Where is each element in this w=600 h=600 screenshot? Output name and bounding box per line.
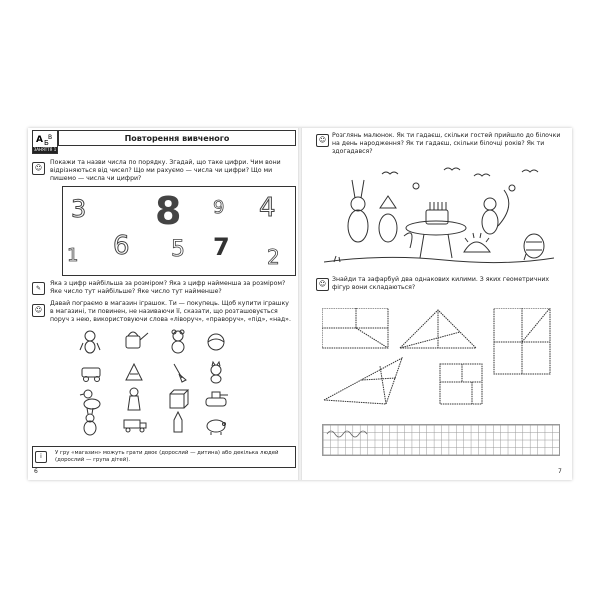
face-icon: ☺	[32, 162, 45, 175]
left-page	[28, 128, 298, 480]
face-icon: ☺	[316, 278, 329, 291]
ball-toy	[208, 334, 224, 350]
bird	[522, 170, 538, 172]
page-title: Повторення вивченого	[58, 130, 296, 146]
fox	[379, 196, 412, 248]
rocket-toy	[174, 412, 182, 432]
abc-icon	[33, 131, 57, 147]
block-toy	[170, 390, 188, 408]
bunny-toy	[84, 408, 96, 435]
carpet-4	[324, 358, 402, 404]
info-icon: i	[35, 451, 47, 463]
watering-can-toy	[126, 332, 148, 348]
task-1-text: Розглянь малюнок. Як ти гадаєш, скільки гостей прийшло до білочки на день народження? Як ти гадаєш, скільки білочці років? Як ти здогадався?	[332, 132, 561, 155]
squirrel	[482, 190, 509, 234]
task-1-text: Покажи та назви числа по порядку. Згадай, що таке цифри. Чим вони відрізняються від чисел? Що ми рахуємо — числа чи цифри? Що ми пишемо — числа чи цифри?	[50, 159, 281, 182]
handwriting-grid[interactable]	[322, 424, 560, 456]
svg-text:A: A	[36, 135, 43, 145]
hedgehog	[464, 233, 490, 252]
svg-text:B: B	[48, 134, 53, 141]
digit: 7	[213, 233, 230, 261]
duck-toy	[80, 390, 100, 409]
digit: 8	[155, 189, 182, 233]
bird	[444, 168, 460, 170]
book-spread	[28, 128, 572, 480]
shovel-toy	[174, 364, 186, 382]
tank-toy	[206, 392, 228, 406]
bunny	[348, 180, 368, 242]
lesson-badge	[32, 130, 58, 154]
carpet-3	[494, 308, 550, 374]
table	[406, 221, 466, 258]
face-icon: ☺	[316, 134, 329, 147]
parent-note	[32, 446, 296, 468]
bear-toy	[172, 330, 184, 353]
digit: 4	[259, 193, 276, 223]
task-2-text: Яка з цифр найбільша за розміром? Яка з цифр найменша за розміром? Яке число тут найбільше? Яке число тут найменше?	[50, 280, 286, 295]
face-icon: ☺	[32, 304, 45, 317]
digit: 5	[171, 237, 185, 262]
digit: 6	[113, 231, 130, 261]
digit: 1	[67, 245, 79, 266]
carpets-illustration	[322, 308, 562, 408]
right-page	[302, 128, 572, 480]
lesson-label: ЗАНЯТТЯ 1	[33, 147, 57, 152]
carpet-5	[440, 364, 482, 404]
cat-toy	[211, 362, 221, 383]
page-number-left: 6	[34, 468, 38, 475]
carpet-1	[322, 308, 388, 348]
digits-box	[62, 186, 296, 276]
pig-toy	[207, 420, 226, 435]
digit: 3	[71, 195, 87, 223]
monkey-toy	[80, 331, 100, 353]
birthday-party-illustration	[324, 166, 554, 266]
wave-pattern	[325, 426, 385, 438]
digit: 2	[267, 245, 280, 269]
light-bulb-icon: ✎	[32, 282, 45, 295]
basket	[524, 234, 544, 258]
digit: 9	[213, 197, 225, 218]
pyramid-toy	[126, 364, 142, 380]
task-2-text: Знайди та зафарбуй два однакових килими. З яких геометричних фігур вони складаються?	[332, 276, 550, 291]
car-toy	[82, 368, 100, 382]
bird	[382, 172, 398, 174]
svg-text:Б: Б	[44, 139, 49, 147]
page-number-right: 7	[558, 468, 562, 475]
bird	[474, 174, 490, 176]
toy-shop-illustration	[78, 328, 238, 438]
truck-toy	[124, 420, 146, 432]
parent-note-text: У гру «магазин» можуть грати двоє (дорослий — дитина) або декілька людей (дорослий — група дітей).	[55, 450, 279, 463]
task-3-text: Давай пограємо в магазин іграшок. Ти — покупець. Щоб купити іграшку в магазині, ти повинен, не називаючи її, сказати, що розташовується поруч з нею, використовуючи слова «ліворуч», «праворуч», «під», «над».	[50, 300, 291, 323]
carpet-2	[400, 310, 476, 348]
doll-toy	[128, 388, 140, 410]
